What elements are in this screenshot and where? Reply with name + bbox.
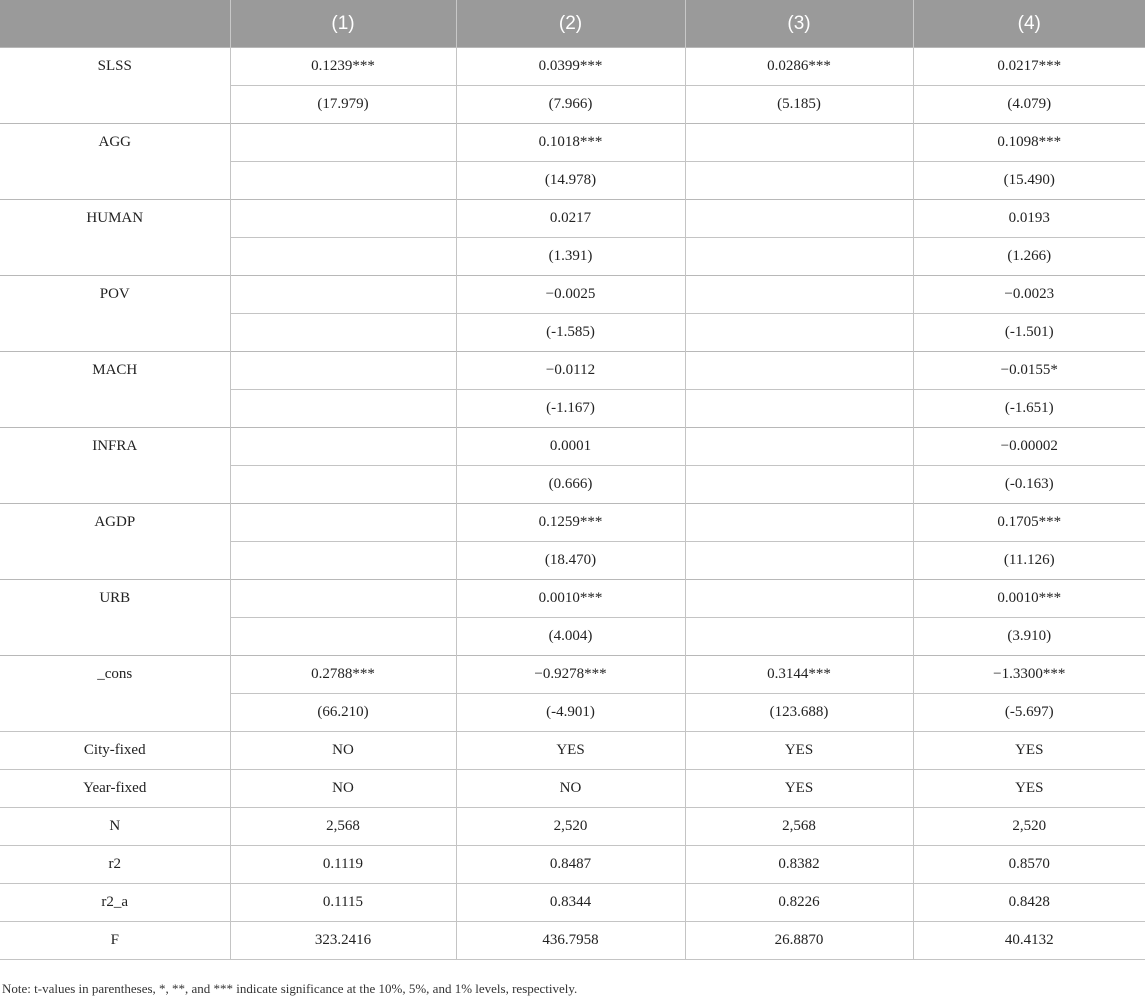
t-value-cell	[685, 314, 913, 352]
stat-name-cell: N	[0, 808, 230, 846]
t-value-cell: (18.470)	[456, 542, 685, 580]
stat-value-cell: 0.8226	[685, 884, 913, 922]
header-cell-model-3: (3)	[685, 0, 913, 48]
t-value-cell: (5.185)	[685, 86, 913, 124]
t-value-cell: (-5.697)	[913, 694, 1145, 732]
t-value-cell: (66.210)	[230, 694, 456, 732]
t-value-cell	[230, 162, 456, 200]
t-value-cell: (-1.167)	[456, 390, 685, 428]
t-value-cell: (4.079)	[913, 86, 1145, 124]
coefficient-cell	[230, 504, 456, 542]
stat-name-cell: r2_a	[0, 884, 230, 922]
table-row-coef	[0, 580, 1145, 618]
stat-name-cell: City-fixed	[0, 732, 230, 770]
header-cell-model-1: (1)	[230, 0, 456, 48]
coefficient-cell: −0.00002	[913, 428, 1145, 466]
header-cell-model-4: (4)	[913, 0, 1145, 48]
t-value-cell: (11.126)	[913, 542, 1145, 580]
coefficient-cell: 0.0217***	[913, 48, 1145, 86]
table-row-stat	[0, 922, 1145, 960]
t-value-cell	[230, 542, 456, 580]
coefficient-cell: 0.1018***	[456, 124, 685, 162]
stat-name-cell: Year-fixed	[0, 770, 230, 808]
variable-name-cell: SLSS	[0, 48, 230, 124]
stat-value-cell: 0.1119	[230, 846, 456, 884]
t-value-cell: (-0.163)	[913, 466, 1145, 504]
coefficient-cell: −0.0023	[913, 276, 1145, 314]
coefficient-cell: 0.1098***	[913, 124, 1145, 162]
stat-value-cell: YES	[685, 770, 913, 808]
t-value-cell: (-4.901)	[456, 694, 685, 732]
coefficient-cell: 0.0286***	[685, 48, 913, 86]
t-value-cell: (-1.651)	[913, 390, 1145, 428]
stat-value-cell: 436.7958	[456, 922, 685, 960]
table-row-stat	[0, 770, 1145, 808]
t-value-cell: (-1.501)	[913, 314, 1145, 352]
variable-name-cell: POV	[0, 276, 230, 352]
t-value-cell: (15.490)	[913, 162, 1145, 200]
coefficient-cell: 0.2788***	[230, 656, 456, 694]
coefficient-cell	[685, 200, 913, 238]
stat-value-cell: YES	[685, 732, 913, 770]
table-row-coef	[0, 352, 1145, 390]
header-cell-model-2: (2)	[456, 0, 685, 48]
coefficient-cell	[685, 428, 913, 466]
t-value-cell	[230, 314, 456, 352]
variable-name-cell: AGDP	[0, 504, 230, 580]
coefficient-cell: 0.0193	[913, 200, 1145, 238]
t-value-cell: (-1.585)	[456, 314, 685, 352]
stat-value-cell: 0.8570	[913, 846, 1145, 884]
table-row-stat	[0, 808, 1145, 846]
stat-value-cell: 40.4132	[913, 922, 1145, 960]
coefficient-cell	[230, 580, 456, 618]
variable-name-cell: HUMAN	[0, 200, 230, 276]
stat-value-cell: 0.8344	[456, 884, 685, 922]
stat-value-cell: 0.1115	[230, 884, 456, 922]
stat-value-cell: 0.8382	[685, 846, 913, 884]
coefficient-cell	[230, 276, 456, 314]
coefficient-cell	[230, 124, 456, 162]
coefficient-cell: −1.3300***	[913, 656, 1145, 694]
stat-value-cell: NO	[230, 770, 456, 808]
table-row-coef	[0, 200, 1145, 238]
stat-name-cell: F	[0, 922, 230, 960]
t-value-cell: (7.966)	[456, 86, 685, 124]
stat-value-cell: 0.8428	[913, 884, 1145, 922]
t-value-cell	[685, 162, 913, 200]
t-value-cell: (4.004)	[456, 618, 685, 656]
variable-name-cell: MACH	[0, 352, 230, 428]
variable-name-cell: _cons	[0, 656, 230, 732]
header-cell-corner	[0, 0, 230, 48]
variable-name-cell: AGG	[0, 124, 230, 200]
table-row-coef	[0, 504, 1145, 542]
table-row-stat	[0, 732, 1145, 770]
table-header	[0, 0, 1145, 48]
coefficient-cell	[685, 276, 913, 314]
table-row-coef	[0, 656, 1145, 694]
t-value-cell: (17.979)	[230, 86, 456, 124]
t-value-cell	[685, 466, 913, 504]
table-row-coef	[0, 124, 1145, 162]
t-value-cell	[685, 542, 913, 580]
coefficient-cell	[685, 352, 913, 390]
coefficient-cell: 0.0399***	[456, 48, 685, 86]
stat-value-cell: 0.8487	[456, 846, 685, 884]
coefficient-cell	[230, 428, 456, 466]
t-value-cell	[230, 618, 456, 656]
coefficient-cell: 0.1705***	[913, 504, 1145, 542]
stat-value-cell: 2,520	[913, 808, 1145, 846]
coefficient-cell: 0.0217	[456, 200, 685, 238]
variable-name-cell: INFRA	[0, 428, 230, 504]
t-value-cell	[230, 390, 456, 428]
stat-name-cell: r2	[0, 846, 230, 884]
table-row-coef	[0, 276, 1145, 314]
t-value-cell	[230, 466, 456, 504]
stat-value-cell: 2,568	[230, 808, 456, 846]
stat-value-cell: 2,520	[456, 808, 685, 846]
table-row-stat	[0, 846, 1145, 884]
t-value-cell	[685, 390, 913, 428]
stat-value-cell: 2,568	[685, 808, 913, 846]
coefficient-cell: 0.1259***	[456, 504, 685, 542]
stat-value-cell: 323.2416	[230, 922, 456, 960]
coefficient-cell: 0.0010***	[456, 580, 685, 618]
header-row	[0, 0, 1145, 48]
variable-name-cell: URB	[0, 580, 230, 656]
stat-value-cell: YES	[913, 732, 1145, 770]
coefficient-cell	[685, 580, 913, 618]
stat-value-cell: YES	[913, 770, 1145, 808]
coefficient-cell: −0.0155*	[913, 352, 1145, 390]
coefficient-cell: 0.0001	[456, 428, 685, 466]
table-note: Note: t-values in parentheses, *, **, and *** indicate significance at the 10%, 5%, and 1% levels, respectively.	[2, 981, 578, 996]
coefficient-cell: −0.0025	[456, 276, 685, 314]
t-value-cell	[230, 238, 456, 276]
table-row-stat	[0, 884, 1145, 922]
stat-value-cell: YES	[456, 732, 685, 770]
t-value-cell: (14.978)	[456, 162, 685, 200]
coefficient-cell: 0.0010***	[913, 580, 1145, 618]
t-value-cell: (3.910)	[913, 618, 1145, 656]
t-value-cell: (1.391)	[456, 238, 685, 276]
t-value-cell	[685, 238, 913, 276]
coefficient-cell	[685, 504, 913, 542]
t-value-cell: (123.688)	[685, 694, 913, 732]
table-row-coef	[0, 428, 1145, 466]
coefficient-cell: −0.9278***	[456, 656, 685, 694]
t-value-cell	[685, 618, 913, 656]
coefficient-cell: 0.1239***	[230, 48, 456, 86]
coefficient-cell: 0.3144***	[685, 656, 913, 694]
stat-value-cell: NO	[456, 770, 685, 808]
coefficient-cell	[685, 124, 913, 162]
coefficient-cell	[230, 352, 456, 390]
t-value-cell: (1.266)	[913, 238, 1145, 276]
table-row-coef	[0, 48, 1145, 86]
stat-value-cell: 26.8870	[685, 922, 913, 960]
table-body	[0, 48, 1145, 960]
stat-value-cell: NO	[230, 732, 456, 770]
coefficient-cell: −0.0112	[456, 352, 685, 390]
t-value-cell: (0.666)	[456, 466, 685, 504]
coefficient-cell	[230, 200, 456, 238]
